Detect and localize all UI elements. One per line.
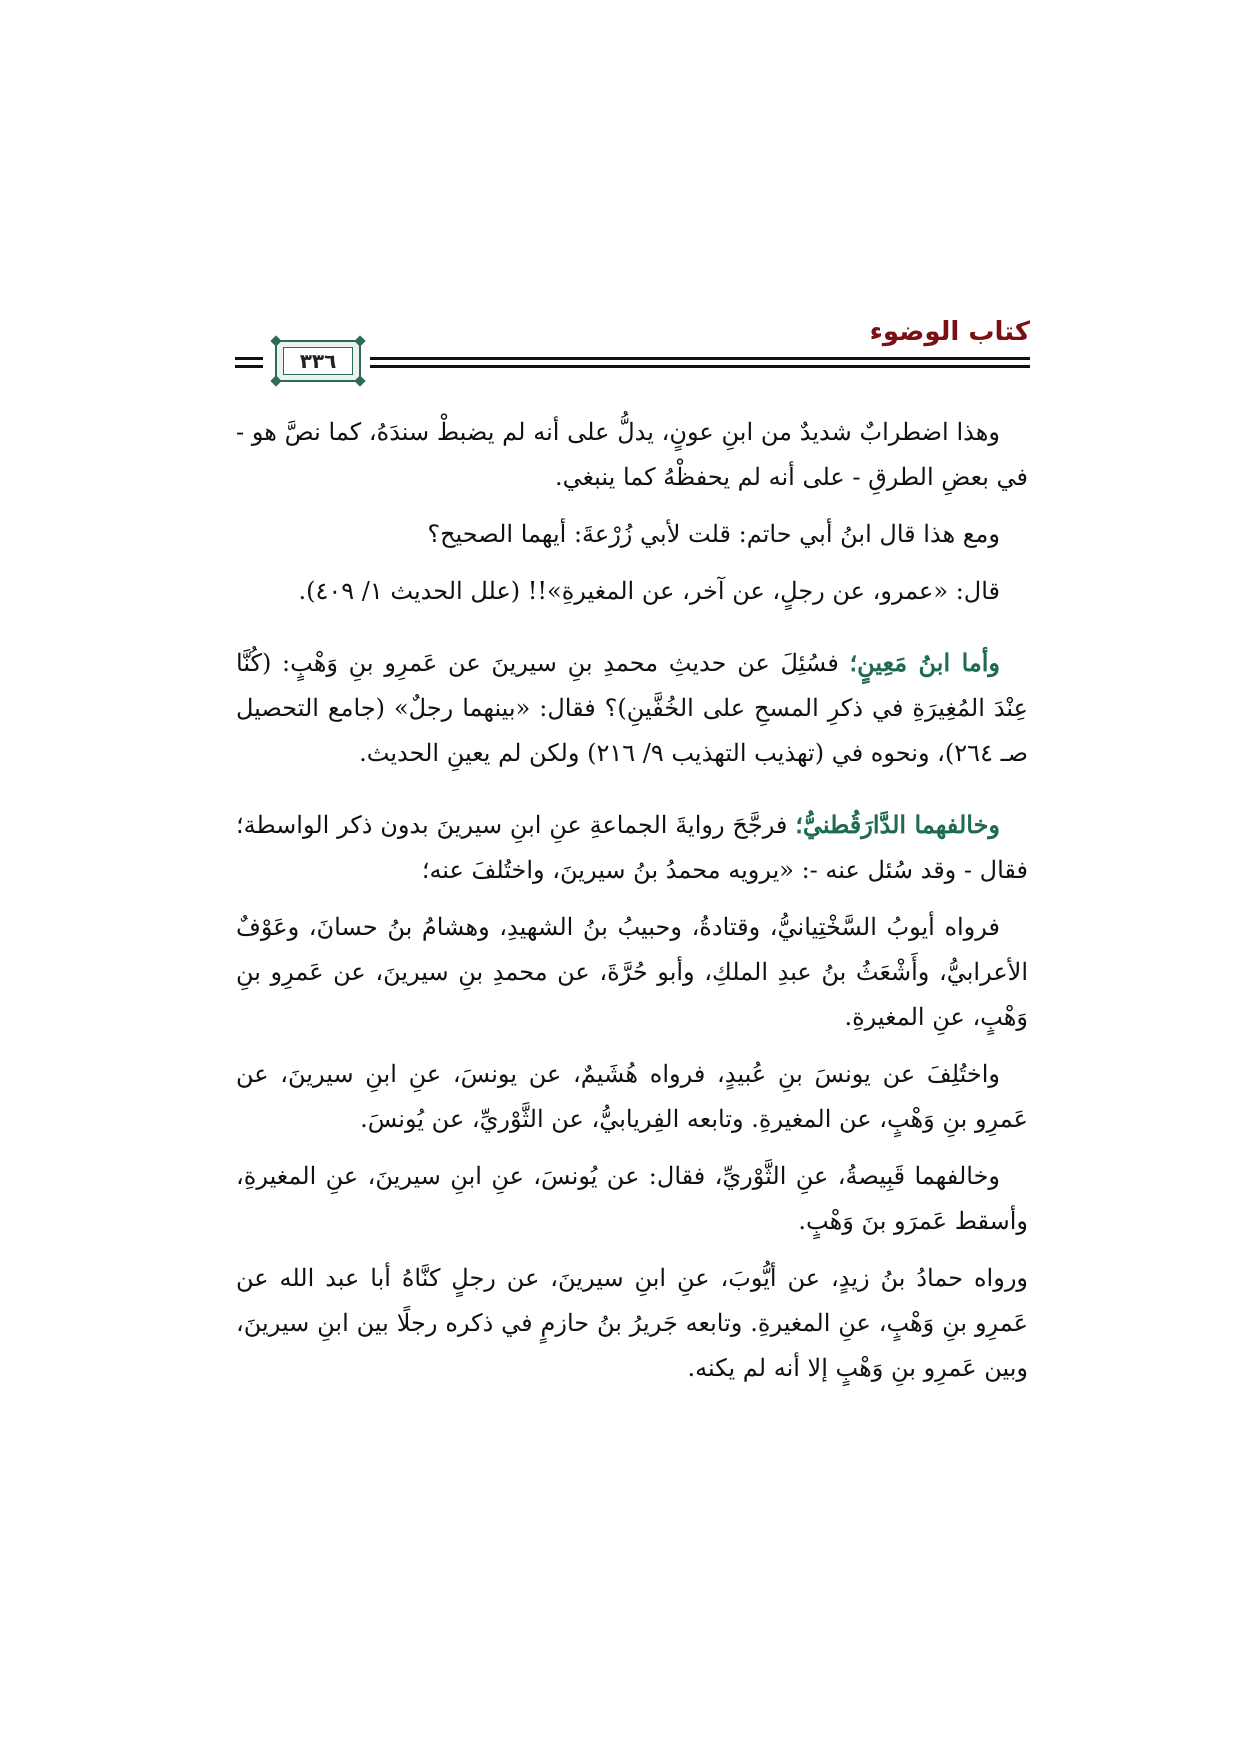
header-rule [370, 357, 1030, 360]
header-rule [370, 365, 1030, 368]
paragraph: وهذا اضطرابٌ شديدٌ من ابنِ عونٍ، يدلُّ على أنه لم يضبطْ سندَهُ، كما نصَّ هو - في بعضِ الطرقِ - على أنه لم يحفظْهُ كما ينبغي. [236, 418, 1028, 491]
page-number: ٣٣٦ [283, 347, 353, 375]
ornament-icon [270, 335, 281, 346]
highlighted-name: وخالفهما الدَّارَقُطنيُّ؛ [795, 810, 1000, 839]
paragraph-text: فسُئِلَ عن حديثِ محمدِ بنِ سيرينَ عن عَمرِو بنِ وَهْبٍ: (كُنَّا عِنْدَ المُغِيرَةِ في ذكرِ المسحِ على الخُفَّينِ)؟ فقال: «بينهما رجلٌ» (جامع التحصيل صـ ٢٦٤)، ونحوه في (تهذيب التهذيب ٩/ ٢١٦) ولكن لم يعينِ الحديث. [236, 649, 1028, 767]
paragraph: فرواه أيوبُ السَّخْتِيانيُّ، وقتادةُ، وحبيبُ بنُ الشهيدِ، وهشامُ بنُ حسانَ، وعَوْفٌ الأعرابيُّ، وأَشْعَثُ بنُ عبدِ الملكِ، وأبو حُرَّةَ، عن محمدِ بنِ سيرينَ، عن عَمرِو بنِ وَهْبٍ، عنِ المغيرةِ. [236, 913, 1028, 1031]
paragraph: واختُلِفَ عن يونسَ بنِ عُبيدٍ، فرواه هُشَيمٌ، عن يونسَ، عنِ ابنِ سيرينَ، عن عَمرِو بنِ وَهْبٍ، عن المغيرةِ. وتابعه الفِريابيُّ، عن الثَّوْريِّ، عن يُونسَ. [236, 1060, 1028, 1133]
page-body [236, 410, 1028, 1391]
paragraph: وخالفهما قَبِيصةُ، عنِ الثَّوْريِّ، فقال: عن يُونسَ، عنِ ابنِ سيرينَ، عنِ المغيرةِ، وأسقط عَمرَو بنَ وَهْبٍ. [236, 1162, 1028, 1235]
paragraph [236, 640, 1028, 776]
page-header [235, 305, 1030, 385]
highlighted-name: وأما ابنُ مَعِينٍ؛ [849, 648, 1001, 677]
header-rule [235, 365, 263, 368]
ornament-icon [354, 335, 365, 346]
header-rule [235, 357, 263, 360]
page-number-frame [275, 340, 361, 382]
paragraph: ومع هذا قال ابنُ أبي حاتم: قلت لأبي زُرْعةَ: أيهما الصحيح؟ [427, 520, 1000, 548]
ornament-icon [270, 375, 281, 386]
paragraph [236, 802, 1028, 893]
paragraph-text: فرجَّحَ روايةَ الجماعةِ عنِ ابنِ سيرينَ بدون ذكر الواسطة؛ فقال - وقد سُئل عنه -: «يرويه محمدُ بنُ سيرينَ، واختُلفَ عنه؛ [236, 811, 1028, 884]
paragraph: ورواه حمادُ بنُ زيدٍ، عن أيُّوبَ، عنِ ابنِ سيرينَ، عن رجلٍ كنَّاهُ أبا عبد الله عن عَمرِو بنِ وَهْبٍ، عنِ المغيرةِ. وتابعه جَريرُ بنُ حازمٍ في ذكره رجلًا بين ابنِ سيرينَ، وبين عَمرِو بنِ وَهْبٍ إلا أنه لم يكنه. [236, 1264, 1028, 1382]
paragraph: قال: «عمرو، عن رجلٍ، عن آخر، عن المغيرةِ»!! (علل الحديث ١/ ٤٠٩). [298, 577, 1000, 605]
book-title: كتاب الوضوء [869, 317, 1030, 347]
ornament-icon [354, 375, 365, 386]
